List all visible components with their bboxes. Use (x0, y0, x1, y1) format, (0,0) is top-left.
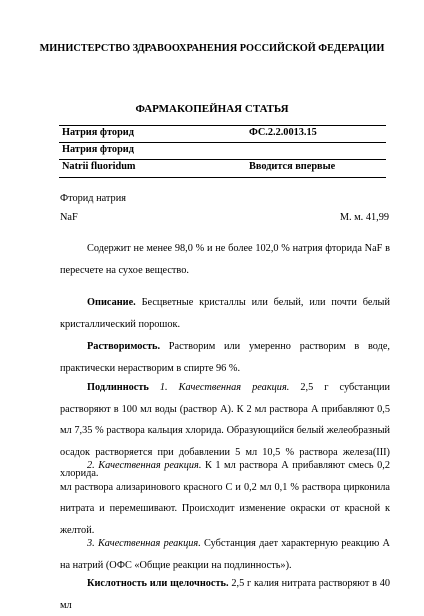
solubility-paragraph (60, 336, 390, 379)
identity-paragraph-2 (60, 455, 390, 541)
description-label: Описание. (87, 297, 136, 308)
molar-mass: М. м. 41,99 (339, 212, 389, 223)
assay-text: Содержит не менее 98,0 % и не более 102,0 % натрия фторида NaF в пересчете на сухое вещество. (60, 243, 390, 276)
solubility-label: Растворимость. (87, 341, 161, 352)
description-paragraph (60, 292, 390, 335)
header-row-3 (59, 159, 386, 177)
identity-3-text: Субстанция дает характерную реакцию А на натрий (ОФС «Общие реакции на подлинность»). (60, 538, 390, 571)
acidity-label: Кислотность или щелочность. (87, 578, 229, 589)
identity-2-text: К 1 мл раствора А прибавляют смесь 0,2 мл раствора ализаринового красного С и 0,2 мл 0,1 % раствора цирконила нитрата и перемешивают. Происходит изменение окраски от красной к желтой. (60, 460, 390, 536)
article-title: ФАРМАКОПЕЙНАЯ СТАТЬЯ (135, 103, 289, 115)
synonym: Фторид натрия (60, 193, 126, 204)
identity-3-label: 3. Качественная реакция. (87, 538, 201, 549)
substance-name-ru: Натрия фторид (62, 127, 134, 138)
header-row-2 (59, 142, 386, 160)
identity-1-label: 1. Качественная реакция. (148, 382, 290, 393)
header-bottom-rule (59, 177, 386, 178)
identity-label: Подлинность (87, 382, 149, 393)
substance-name-ru-2: Натрия фторид (62, 144, 134, 155)
chemical-formula: NaF (60, 212, 78, 223)
assay-paragraph (60, 238, 390, 281)
ministry-heading: МИНИСТЕРСТВО ЗДРАВООХРАНЕНИЯ РОССИЙСКОЙ ФЕДЕРАЦИИ (39, 43, 385, 54)
acidity-text: 2,5 г калия нитрата растворяют в 40 мл (60, 578, 390, 611)
solubility-text: Растворим или умеренно растворим в воде, практически нерастворим в спирте 96 %. (60, 341, 390, 374)
identity-1-text: 2,5 г субстанции растворяют в 100 мл воды (раствор А). К 2 мл раствора А прибавляют 0,5 мл 7,35 % раствора кальция хлорида. Образующийся белый желеобразный осадок растворяется при добавлении 5 мл 10,5 % раствора железа(III) хлорида. (60, 382, 391, 480)
description-text: Бесцветные кристаллы или белый, или почти белый кристаллический порошок. (60, 297, 390, 330)
introduction-status: Вводится впервые (249, 161, 336, 172)
identity-paragraph-3 (60, 533, 390, 576)
header-row-1 (59, 125, 386, 143)
article-code: ФС.2.2.0013.15 (249, 127, 317, 138)
identity-2-label: 2. Качественная реакция. (87, 460, 202, 471)
acidity-paragraph (60, 573, 390, 616)
substance-name-latin: Natrii fluoridum (62, 161, 136, 172)
